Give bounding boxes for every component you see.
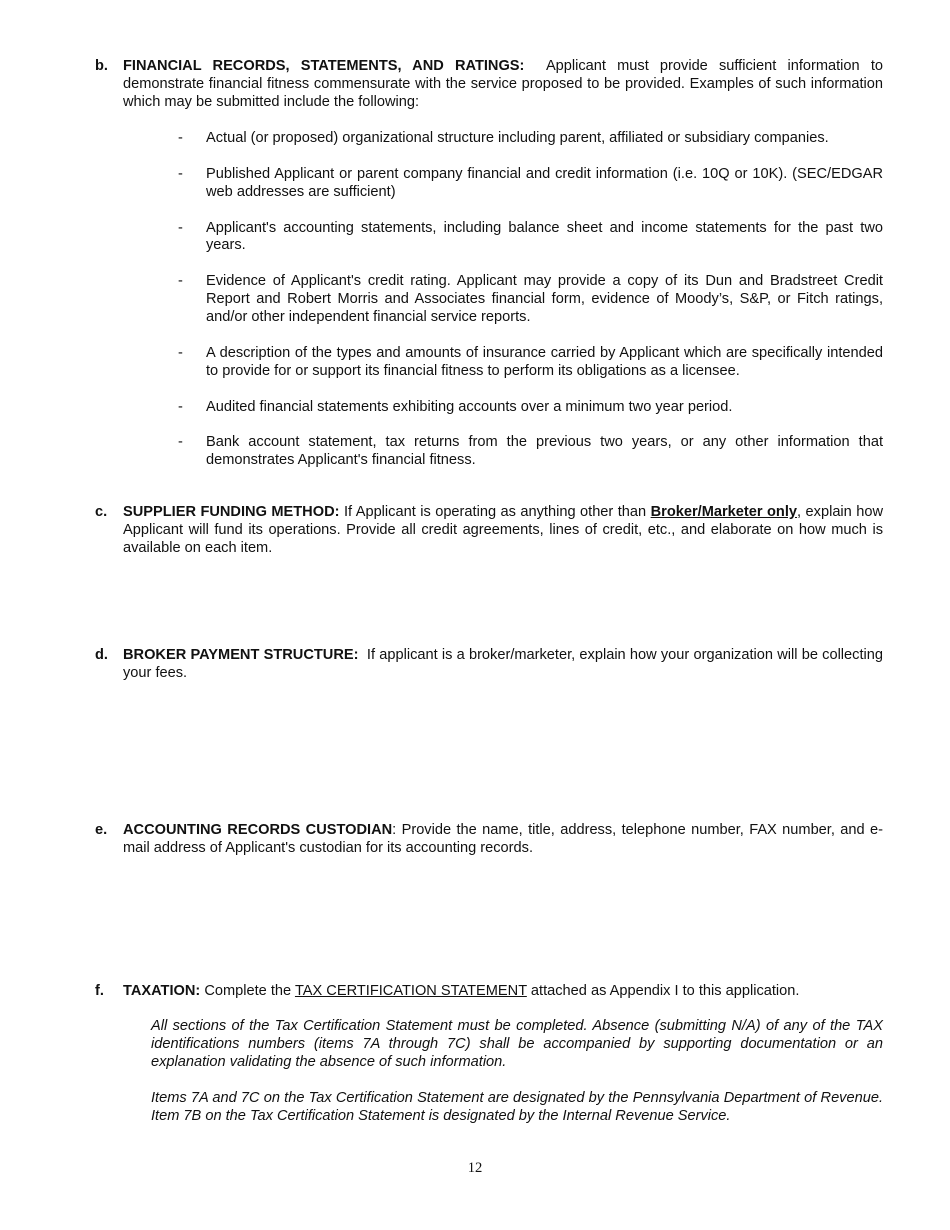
section-c-paragraph — [123, 504, 883, 558]
list-item — [178, 399, 883, 417]
bullet-text: Evidence of Applicant's credit rating. Applicant may provide a copy of its Dun and Bradstreet Credit Report and Robert Morris and Associates financial form, evidence of Moody’s, S&P, or Fitch ratings, and/or other independent financial service reports. — [206, 273, 883, 326]
section-d — [95, 647, 883, 683]
bullet-text: Audited financial statements exhibiting accounts over a minimum two year period. — [206, 398, 733, 415]
list-item — [178, 130, 883, 148]
section-c-letter: c. — [95, 504, 108, 520]
bullet-dash: - — [178, 219, 183, 236]
section-e-paragraph — [123, 822, 883, 858]
section-f-note-2: Items 7A and 7C on the Tax Certification Statement are designated by the Pennsylvania Department of Revenue. Item 7B on the Tax Certification Statement is designated by the Internal Revenue Service. — [151, 1090, 883, 1124]
bullet-text: Applicant's accounting statements, including balance sheet and income statements for the past two years. — [206, 219, 883, 254]
section-f-text-after: attached as Appendix I to this application. — [530, 983, 800, 999]
bullet-text: Actual (or proposed) organizational structure including parent, affiliated or subsidiary companies. — [206, 130, 829, 146]
section-e — [95, 822, 883, 858]
bullet-dash: - — [178, 434, 183, 451]
bullet-text: A description of the types and amounts of insurance carried by Applicant which are specifically intended to provide for or support its financial fitness to perform its obligations as a licensee. — [206, 344, 883, 379]
section-e-heading: ACCOUNTING RECORDS CUSTODIAN — [123, 822, 393, 838]
list-item — [178, 434, 883, 470]
section-f-note-1: All sections of the Tax Certification Statement must be completed. Absence (submitting N/A) of any of the TAX identifications numbers (items 7A through 7C) shall be accompanied by supporting documentation or an explanation validating the absence of such information. — [151, 1018, 883, 1070]
section-f-heading: TAXATION: — [123, 983, 201, 999]
section-d-letter: d. — [95, 647, 108, 663]
section-c-heading: SUPPLIER FUNDING METHOD: — [123, 504, 340, 520]
tax-certification-statement-reference: TAX CERTIFICATION STATEMENT — [294, 983, 527, 999]
section-f-letter: f. — [95, 983, 104, 999]
bullet-text: Published Applicant or parent company financial and credit information (i.e. 10Q or 10K). (SEC/EDGAR web addresses are sufficient) — [206, 165, 883, 200]
list-item — [178, 345, 883, 381]
section-e-text: : Provide the name, title, address, telephone number, FAX number, and e-mail address of Applicant's custodian for its accounting records. — [123, 822, 884, 856]
bullet-dash: - — [178, 130, 183, 146]
bullet-dash: - — [178, 398, 183, 415]
section-e-letter: e. — [95, 822, 108, 838]
section-b-paragraph — [123, 58, 883, 112]
list-item — [178, 273, 883, 327]
section-b-letter: b. — [95, 58, 108, 74]
section-c — [95, 504, 883, 558]
section-d-heading: BROKER PAYMENT STRUCTURE: — [123, 647, 359, 663]
section-f-paragraph — [123, 983, 883, 1001]
section-c-text-after: , explain how Applicant will fund its operations. Provide all credit agreements, lines of credit, etc., and elaborate on how much is available on each item. — [123, 504, 884, 556]
bullet-dash: - — [178, 344, 183, 361]
bullet-dash: - — [178, 273, 183, 290]
section-f — [95, 983, 883, 1001]
section-d-paragraph — [123, 647, 883, 683]
list-item — [178, 166, 883, 202]
section-c-text-before: If Applicant is operating as anything other than — [343, 504, 647, 520]
section-c-emphasis: Broker/Marketer only — [650, 504, 798, 520]
section-f-text-before: Complete the — [204, 983, 292, 999]
bullet-dash: - — [178, 165, 183, 182]
list-item — [178, 220, 883, 256]
section-d-text: If applicant is a broker/marketer, explain how your organization will be collecting your fees. — [123, 647, 883, 681]
section-b-intro: Applicant must provide sufficient information to demonstrate financial fitness commensurate with the service proposed to be provided. Examples of such information which may be submitted include the following: — [123, 58, 883, 110]
bullet-text: Bank account statement, tax returns from the previous two years, or any other information that demonstrates Applicant's financial fitness. — [206, 434, 883, 469]
section-b-bullet-list — [178, 130, 883, 488]
page-number: 12 — [467, 1160, 483, 1176]
section-b — [95, 58, 883, 112]
section-b-heading: FINANCIAL RECORDS, STATEMENTS, AND RATINGS: — [123, 58, 525, 74]
